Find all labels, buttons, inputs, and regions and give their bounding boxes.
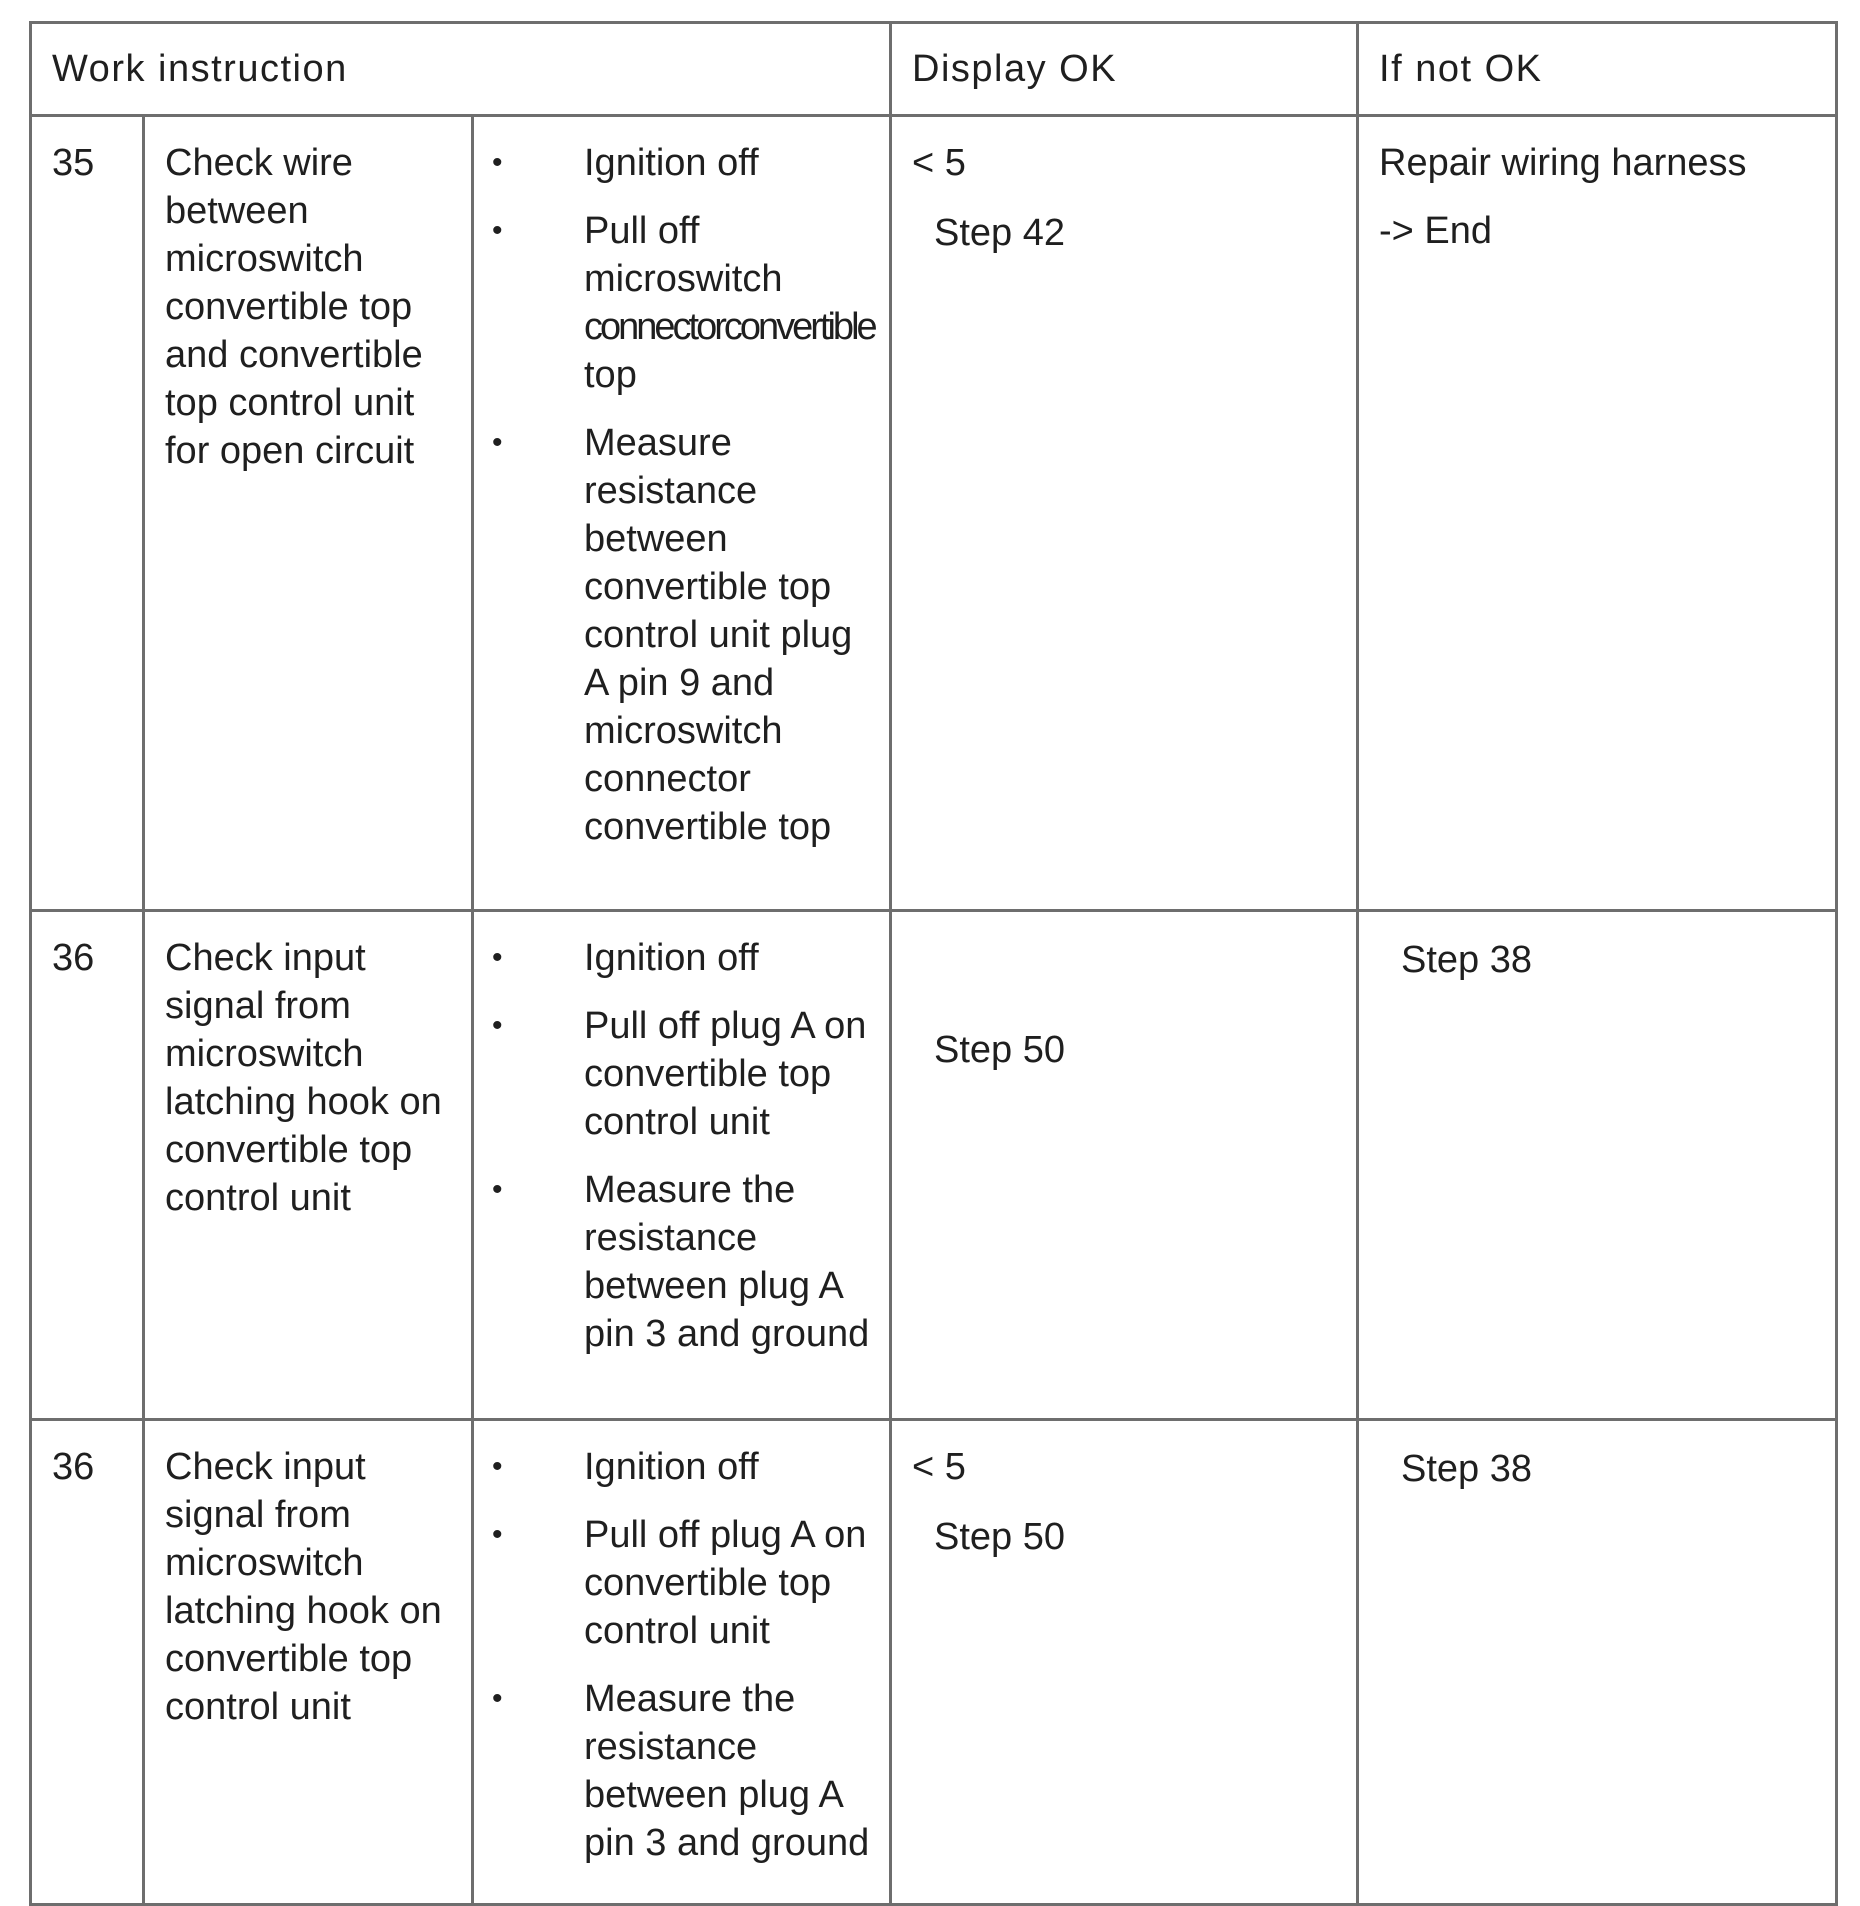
- list-item: [490, 207, 883, 399]
- bullet-icon: •: [492, 941, 503, 974]
- work-instruction-table: [29, 21, 1838, 1906]
- instruction-text: Measure the resistance between plug A pin 3 and ground: [584, 1169, 870, 1355]
- instruction-text: Pull off plug A on convertible top control unit: [584, 1005, 867, 1143]
- instruction-text: Pull off microswitch: [584, 210, 783, 300]
- instruction-list: [490, 1443, 883, 1867]
- list-item: [490, 1166, 883, 1358]
- table-row: [31, 1420, 1837, 1905]
- step-number: 35: [31, 116, 144, 911]
- instruction-text: Measure the resistance between plug A pin 3 and ground: [584, 1678, 870, 1864]
- instruction-text: Measure resistance between convertible top control unit plug A pin 9 and microswitch connector convertible top: [584, 422, 853, 848]
- instruction-list-cell: [473, 911, 891, 1420]
- display-ok-step: Step 50: [934, 1029, 1066, 1071]
- display-ok-value: < 5: [912, 142, 966, 184]
- if-not-ok-cell: [1358, 116, 1837, 911]
- bullet-icon: •: [492, 1682, 503, 1715]
- instruction-text-condensed: connectorconvertible: [584, 306, 875, 348]
- instruction-list-cell: [473, 1420, 891, 1905]
- if-not-ok-step: Step 38: [1401, 939, 1533, 981]
- bullet-icon: •: [492, 1173, 503, 1206]
- header-work-instruction: Work instruction: [31, 23, 891, 116]
- header-display-ok: Display OK: [891, 23, 1358, 116]
- table-row: [31, 911, 1837, 1420]
- instruction-text: Ignition off: [584, 142, 759, 184]
- if-not-ok-step: Step 38: [1401, 1448, 1533, 1490]
- list-item: [490, 1002, 883, 1146]
- list-item: [490, 1675, 883, 1867]
- bullet-icon: •: [492, 1009, 503, 1042]
- step-description: Check input signal from microswitch latching hook on convertible top control unit: [144, 1420, 473, 1905]
- step-description: Check input signal from microswitch latching hook on convertible top control unit: [144, 911, 473, 1420]
- if-not-ok-text: Repair wiring harness: [1379, 142, 1747, 184]
- instruction-text: Ignition off: [584, 937, 759, 979]
- list-item: [490, 934, 883, 982]
- step-description: Check wire between microswitch convertible top and convertible top control unit for open circuit: [144, 116, 473, 911]
- instruction-text: Ignition off: [584, 1446, 759, 1488]
- display-ok-value: < 5: [912, 1446, 966, 1488]
- display-ok-step: Step 50: [934, 1516, 1066, 1558]
- instruction-list-cell: [473, 116, 891, 911]
- step-number: 36: [31, 911, 144, 1420]
- list-item: [490, 419, 883, 851]
- instruction-list: [490, 934, 883, 1358]
- display-ok-step: Step 42: [934, 212, 1066, 254]
- bullet-icon: •: [492, 1450, 503, 1483]
- header-if-not-ok: If not OK: [1358, 23, 1837, 116]
- work-instruction-sheet: [29, 21, 1835, 1906]
- instruction-list: [490, 139, 883, 851]
- if-not-ok-cell: [1358, 1420, 1837, 1905]
- instruction-text-tail: top: [584, 354, 637, 396]
- display-ok-cell: [891, 1420, 1358, 1905]
- list-item: [490, 139, 883, 187]
- if-not-ok-cell: [1358, 911, 1837, 1420]
- bullet-icon: •: [492, 1518, 503, 1551]
- step-number: 36: [31, 1420, 144, 1905]
- table-row: [31, 116, 1837, 911]
- display-ok-cell: [891, 116, 1358, 911]
- bullet-icon: •: [492, 146, 503, 179]
- list-item: [490, 1511, 883, 1655]
- if-not-ok-step: -> End: [1379, 210, 1493, 252]
- instruction-text: Pull off plug A on convertible top control unit: [584, 1514, 867, 1652]
- list-item: [490, 1443, 883, 1491]
- display-ok-cell: [891, 911, 1358, 1420]
- bullet-icon: •: [492, 214, 503, 247]
- bullet-icon: •: [492, 426, 503, 459]
- table-header-row: [31, 23, 1837, 116]
